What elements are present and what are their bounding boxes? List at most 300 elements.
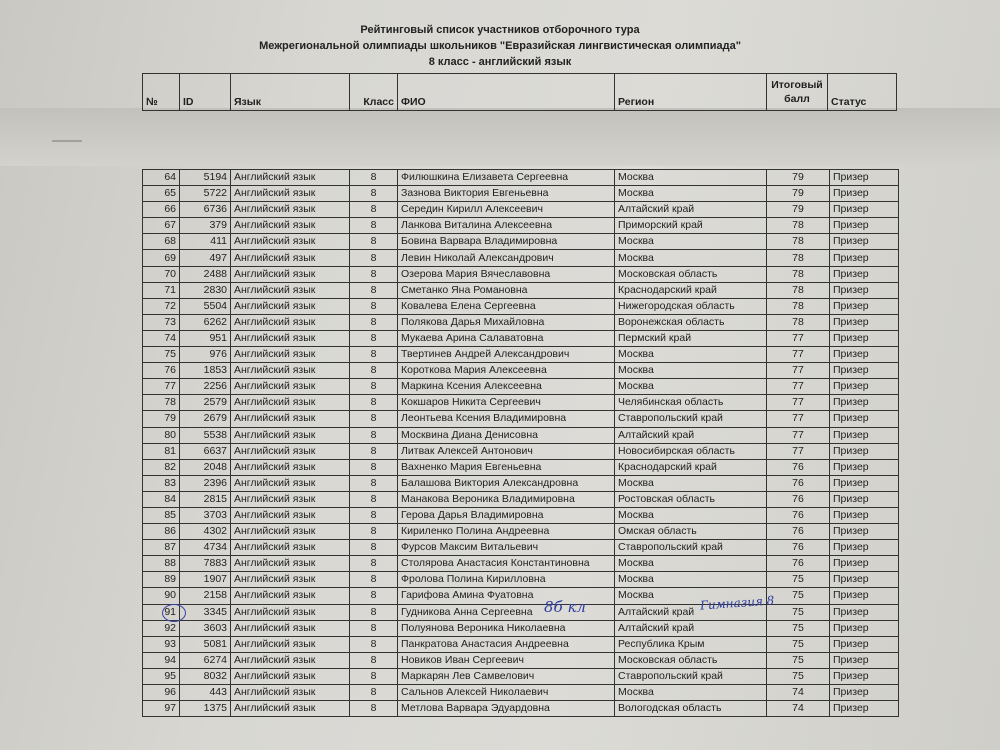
cell-num: 87: [143, 540, 180, 556]
cell-id: 6736: [180, 202, 231, 218]
cell-fio: Зазнова Виктория Евгеньевна: [398, 186, 615, 202]
cell-language: Английский язык: [231, 186, 350, 202]
cell-language: Английский язык: [231, 282, 350, 298]
cell-num: 72: [143, 298, 180, 314]
cell-num: 78: [143, 395, 180, 411]
cell-fio: Маркарян Лев Самвелович: [398, 668, 615, 684]
cell-id: 2158: [180, 588, 231, 604]
cell-region: Приморский край: [615, 218, 767, 234]
cell-fio: Сальнов Алексей Николаевич: [398, 685, 615, 701]
cell-class: 8: [350, 411, 398, 427]
cell-id: 4734: [180, 540, 231, 556]
cell-id: 976: [180, 347, 231, 363]
cell-id: 443: [180, 685, 231, 701]
cell-region: Москва: [615, 556, 767, 572]
cell-num: 82: [143, 459, 180, 475]
cell-id: 7883: [180, 556, 231, 572]
cell-language: Английский язык: [231, 459, 350, 475]
cell-class: 8: [350, 234, 398, 250]
cell-status: Призер: [830, 652, 899, 668]
cell-class: 8: [350, 588, 398, 604]
cell-language: Английский язык: [231, 411, 350, 427]
cell-region: Челябинская область: [615, 395, 767, 411]
cell-class: 8: [350, 379, 398, 395]
cell-score: 78: [767, 282, 830, 298]
table-row: [143, 507, 899, 523]
cell-class: 8: [350, 330, 398, 346]
table-row: [143, 604, 899, 620]
cell-status: Призер: [830, 347, 899, 363]
table-row: [143, 491, 899, 507]
cell-score: 79: [767, 202, 830, 218]
cell-fio: Балашова Виктория Александровна: [398, 475, 615, 491]
table-row: [143, 427, 899, 443]
cell-status: Призер: [830, 379, 899, 395]
cell-language: Английский язык: [231, 620, 350, 636]
cell-class: 8: [350, 314, 398, 330]
cell-id: 2048: [180, 459, 231, 475]
cell-num: 71: [143, 282, 180, 298]
cell-id: 2830: [180, 282, 231, 298]
header-region: Регион: [615, 74, 767, 111]
cell-fio: Ковалева Елена Сергеевна: [398, 298, 615, 314]
cell-status: Призер: [830, 540, 899, 556]
cell-id: 3603: [180, 620, 231, 636]
cell-fio: Гарифова Амина Фуатовна: [398, 588, 615, 604]
cell-num: 68: [143, 234, 180, 250]
cell-language: Английский язык: [231, 701, 350, 717]
cell-status: Призер: [830, 701, 899, 717]
table-row: [143, 652, 899, 668]
results-table-body: [143, 170, 899, 717]
cell-language: Английский язык: [231, 266, 350, 282]
cell-class: 8: [350, 459, 398, 475]
cell-language: Английский язык: [231, 540, 350, 556]
cell-score: 76: [767, 459, 830, 475]
cell-region: Нижегородская область: [615, 298, 767, 314]
cell-region: Москва: [615, 234, 767, 250]
cell-num: 76: [143, 363, 180, 379]
cell-num: 64: [143, 170, 180, 186]
cell-status: Призер: [830, 685, 899, 701]
cell-id: 6274: [180, 652, 231, 668]
results-table: [142, 169, 899, 717]
cell-score: 76: [767, 507, 830, 523]
cell-language: Английский язык: [231, 685, 350, 701]
cell-language: Английский язык: [231, 491, 350, 507]
cell-class: 8: [350, 363, 398, 379]
cell-fio: Ланкова Виталина Алексеевна: [398, 218, 615, 234]
table-row: [143, 411, 899, 427]
cell-status: Призер: [830, 507, 899, 523]
cell-region: Москва: [615, 379, 767, 395]
cell-num: 70: [143, 266, 180, 282]
handwritten-circle: [162, 604, 186, 622]
cell-region: Ставропольский край: [615, 411, 767, 427]
cell-class: 8: [350, 250, 398, 266]
cell-region: Москва: [615, 685, 767, 701]
cell-class: 8: [350, 395, 398, 411]
cell-region: Москва: [615, 363, 767, 379]
cell-region: Москва: [615, 250, 767, 266]
cell-id: 2256: [180, 379, 231, 395]
table-row: [143, 524, 899, 540]
cell-fio: Полуянова Вероника Николаевна: [398, 620, 615, 636]
cell-score: 76: [767, 556, 830, 572]
cell-num: 91: [143, 604, 180, 620]
cell-score: 75: [767, 572, 830, 588]
cell-fio: Середин Кирилл Алексеевич: [398, 202, 615, 218]
cell-num: 95: [143, 668, 180, 684]
table-row: [143, 202, 899, 218]
cell-id: 2815: [180, 491, 231, 507]
cell-num: 85: [143, 507, 180, 523]
cell-status: Призер: [830, 298, 899, 314]
cell-region: Московская область: [615, 652, 767, 668]
cell-language: Английский язык: [231, 443, 350, 459]
table-row: [143, 363, 899, 379]
cell-status: Призер: [830, 459, 899, 475]
cell-status: Призер: [830, 218, 899, 234]
table-row: [143, 701, 899, 717]
cell-score: 78: [767, 218, 830, 234]
cell-status: Призер: [830, 556, 899, 572]
cell-region: Москва: [615, 475, 767, 491]
cell-language: Английский язык: [231, 202, 350, 218]
cell-fio: Озерова Мария Вячеславовна: [398, 266, 615, 282]
cell-region: Ростовская область: [615, 491, 767, 507]
cell-language: Английский язык: [231, 330, 350, 346]
cell-fio: Кокшаров Никита Сергеевич: [398, 395, 615, 411]
table-row: [143, 379, 899, 395]
cell-fio: Сметанко Яна Романовна: [398, 282, 615, 298]
cell-class: 8: [350, 507, 398, 523]
cell-num: 73: [143, 314, 180, 330]
title-line-1: Рейтинговый список участников отборочного тура: [360, 24, 640, 36]
cell-region: Москва: [615, 186, 767, 202]
cell-class: 8: [350, 685, 398, 701]
cell-score: 75: [767, 604, 830, 620]
cell-language: Английский язык: [231, 572, 350, 588]
cell-fio: Панкратова Анастасия Андреевна: [398, 636, 615, 652]
cell-class: 8: [350, 475, 398, 491]
cell-region: Москва: [615, 572, 767, 588]
cell-score: 76: [767, 491, 830, 507]
cell-id: 6637: [180, 443, 231, 459]
cell-language: Английский язык: [231, 363, 350, 379]
cell-region: Московская область: [615, 266, 767, 282]
cell-status: Призер: [830, 170, 899, 186]
table-row: [143, 668, 899, 684]
cell-status: Призер: [830, 636, 899, 652]
cell-language: Английский язык: [231, 652, 350, 668]
cell-language: Английский язык: [231, 604, 350, 620]
cell-fio: Столярова Анастасия Константиновна: [398, 556, 615, 572]
cell-region: Алтайский край: [615, 620, 767, 636]
cell-id: 3703: [180, 507, 231, 523]
cell-num: 92: [143, 620, 180, 636]
cell-id: 1853: [180, 363, 231, 379]
cell-language: Английский язык: [231, 636, 350, 652]
cell-fio: Кириленко Полина Андреевна: [398, 524, 615, 540]
cell-status: Призер: [830, 411, 899, 427]
cell-score: 74: [767, 701, 830, 717]
title-line-2: Межрегиональной олимпиады школьников "Евразийская лингвистическая олимпиада": [259, 40, 741, 52]
cell-status: Призер: [830, 475, 899, 491]
table-row: [143, 572, 899, 588]
cell-language: Английский язык: [231, 347, 350, 363]
cell-fio: Манакова Вероника Владимировна: [398, 491, 615, 507]
table-row: [143, 347, 899, 363]
table-row: [143, 170, 899, 186]
cell-fio: Филюшкина Елизавета Сергеевна: [398, 170, 615, 186]
table-row: [143, 556, 899, 572]
cell-class: 8: [350, 427, 398, 443]
cell-class: 8: [350, 202, 398, 218]
cell-region: Пермский край: [615, 330, 767, 346]
cell-id: 5722: [180, 186, 231, 202]
cell-id: 2396: [180, 475, 231, 491]
cell-language: Английский язык: [231, 668, 350, 684]
cell-score: 76: [767, 475, 830, 491]
cell-score: 75: [767, 636, 830, 652]
table-row: [143, 588, 899, 604]
cell-language: Английский язык: [231, 379, 350, 395]
cell-id: 5504: [180, 298, 231, 314]
cell-num: 96: [143, 685, 180, 701]
cell-class: 8: [350, 556, 398, 572]
cell-score: 76: [767, 524, 830, 540]
cell-status: Призер: [830, 314, 899, 330]
cell-region: Краснодарский край: [615, 282, 767, 298]
cell-class: 8: [350, 170, 398, 186]
cell-id: 5081: [180, 636, 231, 652]
cell-num: 80: [143, 427, 180, 443]
cell-num: 69: [143, 250, 180, 266]
cell-class: 8: [350, 620, 398, 636]
cell-num: 88: [143, 556, 180, 572]
cell-language: Английский язык: [231, 250, 350, 266]
cell-score: 77: [767, 443, 830, 459]
cell-status: Призер: [830, 266, 899, 282]
cell-id: 5538: [180, 427, 231, 443]
cell-fio: Новиков Иван Сергеевич: [398, 652, 615, 668]
table-row: [143, 540, 899, 556]
cell-fio: Москвина Диана Денисовна: [398, 427, 615, 443]
cell-score: 75: [767, 668, 830, 684]
cell-num: 84: [143, 491, 180, 507]
cell-fio: Герова Дарья Владимировна: [398, 507, 615, 523]
header-score: Итоговый балл: [767, 74, 828, 111]
cell-status: Призер: [830, 620, 899, 636]
cell-score: 74: [767, 685, 830, 701]
cell-fio: Фурсов Максим Витальевич: [398, 540, 615, 556]
table-row: [143, 620, 899, 636]
cell-status: Призер: [830, 202, 899, 218]
cell-fio: Вахненко Мария Евгеньевна: [398, 459, 615, 475]
cell-num: 77: [143, 379, 180, 395]
header-status: Статус: [828, 74, 897, 111]
cell-id: 2579: [180, 395, 231, 411]
cell-class: 8: [350, 701, 398, 717]
cell-region: Воронежская область: [615, 314, 767, 330]
table-row: [143, 250, 899, 266]
table-row: [143, 330, 899, 346]
cell-class: 8: [350, 218, 398, 234]
cell-status: Призер: [830, 234, 899, 250]
cell-fio: Гудникова Анна Сергеевна: [398, 604, 615, 620]
cell-id: 1375: [180, 701, 231, 717]
cell-class: 8: [350, 668, 398, 684]
cell-language: Английский язык: [231, 475, 350, 491]
cell-id: 379: [180, 218, 231, 234]
cell-region: Новосибирская область: [615, 443, 767, 459]
cell-num: 81: [143, 443, 180, 459]
header-fio: ФИО: [398, 74, 615, 111]
cell-language: Английский язык: [231, 395, 350, 411]
cell-region: Краснодарский край: [615, 459, 767, 475]
pencil-mark: [52, 140, 82, 142]
cell-id: 8032: [180, 668, 231, 684]
cell-language: Английский язык: [231, 170, 350, 186]
cell-status: Призер: [830, 588, 899, 604]
cell-status: Призер: [830, 330, 899, 346]
cell-fio: Полякова Дарья Михайловна: [398, 314, 615, 330]
cell-fio: Фролова Полина Кирилловна: [398, 572, 615, 588]
cell-score: 78: [767, 234, 830, 250]
cell-num: 67: [143, 218, 180, 234]
cell-language: Английский язык: [231, 314, 350, 330]
header-class: Класс: [350, 74, 398, 111]
table-row: [143, 266, 899, 282]
cell-id: 951: [180, 330, 231, 346]
cell-fio: Левин Николай Александрович: [398, 250, 615, 266]
cell-region: Республика Крым: [615, 636, 767, 652]
cell-class: 8: [350, 572, 398, 588]
cell-id: 6262: [180, 314, 231, 330]
table-row: [143, 282, 899, 298]
cell-region: Вологодская область: [615, 701, 767, 717]
cell-score: 78: [767, 314, 830, 330]
cell-class: 8: [350, 282, 398, 298]
cell-class: 8: [350, 298, 398, 314]
table-row: [143, 475, 899, 491]
cell-fio: Маркина Ксения Алексеевна: [398, 379, 615, 395]
cell-language: Английский язык: [231, 588, 350, 604]
cell-status: Призер: [830, 363, 899, 379]
cell-region: Ставропольский край: [615, 668, 767, 684]
cell-id: 497: [180, 250, 231, 266]
cell-num: 66: [143, 202, 180, 218]
cell-region: Алтайский край: [615, 202, 767, 218]
cell-fio: Бовина Варвара Владимировна: [398, 234, 615, 250]
cell-region: Омская область: [615, 524, 767, 540]
cell-status: Призер: [830, 186, 899, 202]
cell-num: 97: [143, 701, 180, 717]
cell-score: 77: [767, 395, 830, 411]
cell-score: 79: [767, 186, 830, 202]
cell-num: 86: [143, 524, 180, 540]
cell-status: Призер: [830, 604, 899, 620]
handwritten-note-class: 8б кл: [544, 598, 586, 616]
table-row: [143, 298, 899, 314]
cell-num: 94: [143, 652, 180, 668]
cell-status: Призер: [830, 427, 899, 443]
cell-score: 77: [767, 363, 830, 379]
cell-score: 75: [767, 652, 830, 668]
cell-num: 79: [143, 411, 180, 427]
cell-num: 74: [143, 330, 180, 346]
table-row: [143, 443, 899, 459]
cell-num: 83: [143, 475, 180, 491]
cell-language: Английский язык: [231, 524, 350, 540]
cell-score: 79: [767, 170, 830, 186]
cell-fio: Короткова Мария Алексеевна: [398, 363, 615, 379]
cell-class: 8: [350, 491, 398, 507]
cell-status: Призер: [830, 668, 899, 684]
cell-language: Английский язык: [231, 556, 350, 572]
cell-id: 1907: [180, 572, 231, 588]
cell-num: 90: [143, 588, 180, 604]
cell-language: Английский язык: [231, 218, 350, 234]
cell-id: 4302: [180, 524, 231, 540]
cell-status: Призер: [830, 250, 899, 266]
cell-score: 76: [767, 540, 830, 556]
cell-fio: Метлова Варвара Эдуардовна: [398, 701, 615, 717]
cell-region: Москва: [615, 507, 767, 523]
cell-class: 8: [350, 540, 398, 556]
cell-id: 411: [180, 234, 231, 250]
cell-score: 77: [767, 411, 830, 427]
cell-status: Призер: [830, 443, 899, 459]
cell-status: Призер: [830, 491, 899, 507]
cell-class: 8: [350, 266, 398, 282]
header-language: Язык: [231, 74, 350, 111]
cell-status: Призер: [830, 524, 899, 540]
cell-status: Призер: [830, 572, 899, 588]
table-row: [143, 685, 899, 701]
cell-num: 93: [143, 636, 180, 652]
cell-score: 75: [767, 588, 830, 604]
cell-score: 78: [767, 250, 830, 266]
cell-id: 3345: [180, 604, 231, 620]
cell-score: 77: [767, 347, 830, 363]
cell-id: 2488: [180, 266, 231, 282]
cell-region: Москва: [615, 588, 767, 604]
cell-class: 8: [350, 443, 398, 459]
cell-status: Призер: [830, 282, 899, 298]
document-title: [0, 22, 1000, 70]
table-row: [143, 459, 899, 475]
table-header: [142, 73, 897, 111]
table-row: [143, 395, 899, 411]
cell-language: Английский язык: [231, 507, 350, 523]
table-row: [143, 234, 899, 250]
cell-fio: Леонтьева Ксения Владимировна: [398, 411, 615, 427]
cell-region: Алтайский край: [615, 427, 767, 443]
table-row: [143, 314, 899, 330]
cell-fio: Мукаева Арина Салаватовна: [398, 330, 615, 346]
table-row: [143, 636, 899, 652]
cell-status: Призер: [830, 395, 899, 411]
table-row: [143, 186, 899, 202]
cell-region: Москва: [615, 170, 767, 186]
table-row: [143, 218, 899, 234]
handwritten-note-school: Гимназия 8: [699, 593, 775, 613]
cell-region: Москва: [615, 347, 767, 363]
cell-class: 8: [350, 186, 398, 202]
cell-score: 75: [767, 620, 830, 636]
